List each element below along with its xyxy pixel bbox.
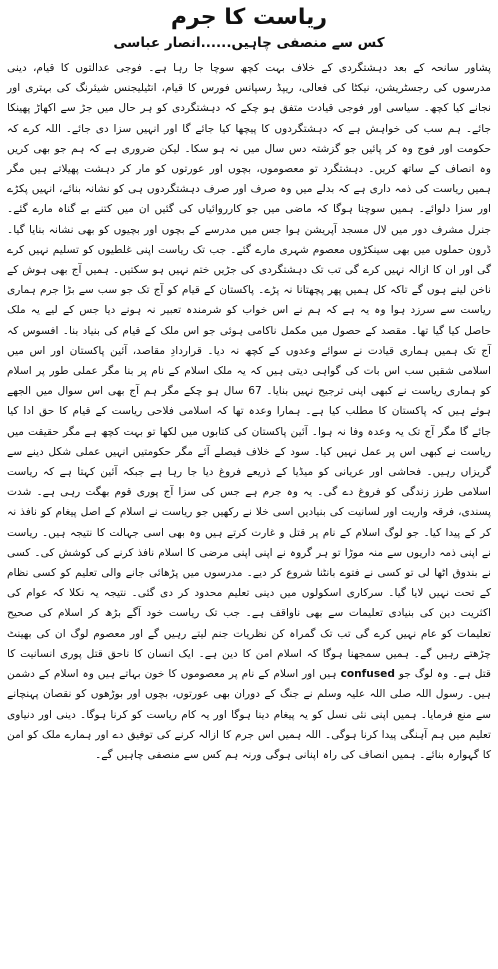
article-paragraph: پشاور سانحہ کے بعد دہشتگردی کے خلاف بہت کچھ سوچا جا رہا ہے۔ فوجی عدالتوں کا قیام، دینی مدرسوں کی رجسٹریشن، نیکٹا کی فعالی، ریپڈ رسپانس فورس کا قیام، انٹیلیجنس شیئرنگ کی بہتری اور نجانے کیا کچھ۔ سیاسی اور فوجی قیادت متفق ہو چکے کہ دہشتگردی کو ہر حال میں جڑ سے اکھاڑ پھینکا جائے۔ ہم سب کی خواہش ہے کہ دہشتگردوں کا پیچھا کیا جائے گا اور انہیں سزا دی جائے۔ اللہ کرے کہ حکومت اور فوج وہ کر پائیں جو گزشتہ دس سال میں نہ ہو سکا۔ لیکن ضروری ہے کہ ہم جو بھی کریں وہ انصاف کے ساتھ کریں۔ <box>7 62 491 176</box>
english-word-confused: confused <box>340 668 395 681</box>
article-author: انصار عباسی <box>113 35 201 51</box>
byline-separator: ...... <box>200 35 232 51</box>
article-paragraph: دہشتگرد تو معصوموں، بچوں اور عورتوں کو مار کر دہشت پھیلاتے ہیں مگر ہمیں ریاست کی ذمہ داری ہے کہ بدلے میں وہ صرف اور صرف دہشتگردوں ہی کو نشانہ بنائے، انہیں پکڑے اور سزا دلوائے۔ ہمیں سوچنا ہوگا کہ ماضی میں جو کارروائیاں کی گئیں ان میں کتنے بے گناہ مارے گئے۔ جنرل مشرف دور میں لال مسجد آپریشن ہوا جس میں مدرسے کے بچوں اور بچیوں کو بھی نشانہ بنایا گیا۔ ڈرون حملوں میں بھی سینکڑوں معصوم شہری مارے گئے۔ جب تک ریاست اپنی غلطیوں کو تسلیم نہیں کرے گی اور ان کا ازالہ نہیں کرے گی تب تک دہشتگردی کی جڑیں ختم نہیں ہو سکتیں۔ ہمیں آج بھی ہوش کے ناخن لینے ہوں گے تاکہ کل ہمیں پھر پچھتانا نہ پڑے۔ <box>7 163 491 297</box>
article-byline <box>7 32 491 54</box>
article-subtitle: کس سے منصفی چاہیں <box>231 35 385 51</box>
article-title: ریاست کا جرم <box>170 5 328 30</box>
article-paragraph: ریاست نے اپنی ذمہ داریوں سے منہ موڑا تو ہر گروہ نے اپنی اپنی مرضی کا اسلام نافذ کرنے کی کوشش کی۔ کسی نے بندوق اٹھا لی تو کسی نے فتوے بانٹنا شروع کر دیے۔ مدرسوں میں پڑھائی جانے والی تعلیم کو کسی نظام کے تحت نہیں لایا گیا۔ سرکاری اسکولوں میں دینی تعلیم محدود کر دی گئی۔ نتیجہ یہ نکلا کہ عوام کی اکثریت دین کی بنیادی تعلیمات سے بھی ناواقف ہے۔ جب تک ریاست خود آگے بڑھ کر اسلام کی صحیح تعلیمات کو عام نہیں کرے گی تب تک گمراہ کن نظریات جنم لیتے رہیں گے اور معصوم لوگ ان کی بھینٹ چڑھتے رہیں گے۔ <box>7 526 491 660</box>
article-paragraph: ہیں اور اسلام کے نام پر معصوموں کا خون بہاتے ہیں وہ اسلام کے دشمن ہیں۔ رسول اللہ صلی اللہ علیہ وسلم نے جنگ کے دوران بھی عورتوں، بچوں اور بوڑھوں کو نقصان پہنچانے سے منع فرمایا۔ ہمیں اپنی نئی نسل کو یہ پیغام دینا ہوگا اور یہ کام ریاست کو کرنا ہوگا۔ دینی اور دنیاوی تعلیم میں ہم آہنگی پیدا کرنا ہوگی۔ اللہ ہمیں اس جرم کا ازالہ کرنے کی توفیق دے اور ہمارے ملک کو امن کا گہوارہ بنائے۔ ہمیں انصاف کی راہ اپنانی ہوگی ورنہ ہم کس سے منصفی چاہیں گے۔ <box>7 668 491 761</box>
article-body <box>7 58 491 765</box>
article-paragraph: ہمیں سمجھنا ہوگا کہ اسلام امن کا دین ہے۔ ایک انسان کا ناحق قتل پوری انسانیت کا قتل ہے۔ وہ لوگ جو <box>7 647 491 681</box>
article-paragraph: پاکستان کے قیام کو آج تک جو سب سے بڑا جرم ہماری ریاست سے سرزد ہوا وہ یہ ہے کہ ہم نے اس خواب کو شرمندہ تعبیر نہ ہونے دیا جس کے لیے یہ ملک حاصل کیا گیا تھا۔ مقصد کے حصول میں مکمل ناکامی ہوئی جو اس ملک کے قیام کی بنیاد بنا۔ افسوس کہ آج تک ہمیں ہماری قیادت نے سوائے وعدوں کے کچھ نہ دیا۔ قراردادِ مقاصد، آئین پاکستان اور اس میں اسلامی شقیں سب اس بات کی گواہی دیتی ہیں کہ یہ ملک اسلام کے نام پر بنا مگر عملی طور پر اسلام کو ہماری ریاست نے کبھی اپنی ترجیح نہیں بنایا۔ 67 سال ہو چکے مگر ہم آج بھی اس سوال میں الجھے ہوئے ہیں کہ پاکستان کا مطلب کیا ہے۔ ہمارا وعدہ تھا کہ اسلامی فلاحی ریاست کے قیام کا حق ادا کیا جائے گا مگر آج تک یہ وعدہ وفا نہ ہوا۔ <box>7 284 491 438</box>
article-paragraph: آئین پاکستان کی کتابوں میں لکھا تو بہت کچھ ہے مگر حقیقت میں ریاست نے کبھی اس پر عمل نہیں کیا۔ سود کے خلاف فیصلے آئے مگر حکومتیں انہیں عملی شکل دینے سے گریزاں رہیں۔ فحاشی اور عریانی کو میڈیا کے ذریعے فروغ دیا جا رہا ہے جبکہ آئین کہتا ہے کہ ریاست اسلامی طرز زندگی کو فروغ دے گی۔ یہ وہ جرم ہے جس کی سزا آج پوری قوم بھگت رہی ہے۔ شدت پسندی، فرقہ واریت اور لسانیت کی بنیادیں اسی خلا نے رکھیں جو ریاست نے اسلام کے اصل پیغام کو نافذ نہ کر کے پیدا کیا۔ جو لوگ اسلام کے نام پر قتل و غارت کرتے ہیں وہ بھی اسی جہالت کا نتیجہ ہیں۔ <box>7 425 492 539</box>
